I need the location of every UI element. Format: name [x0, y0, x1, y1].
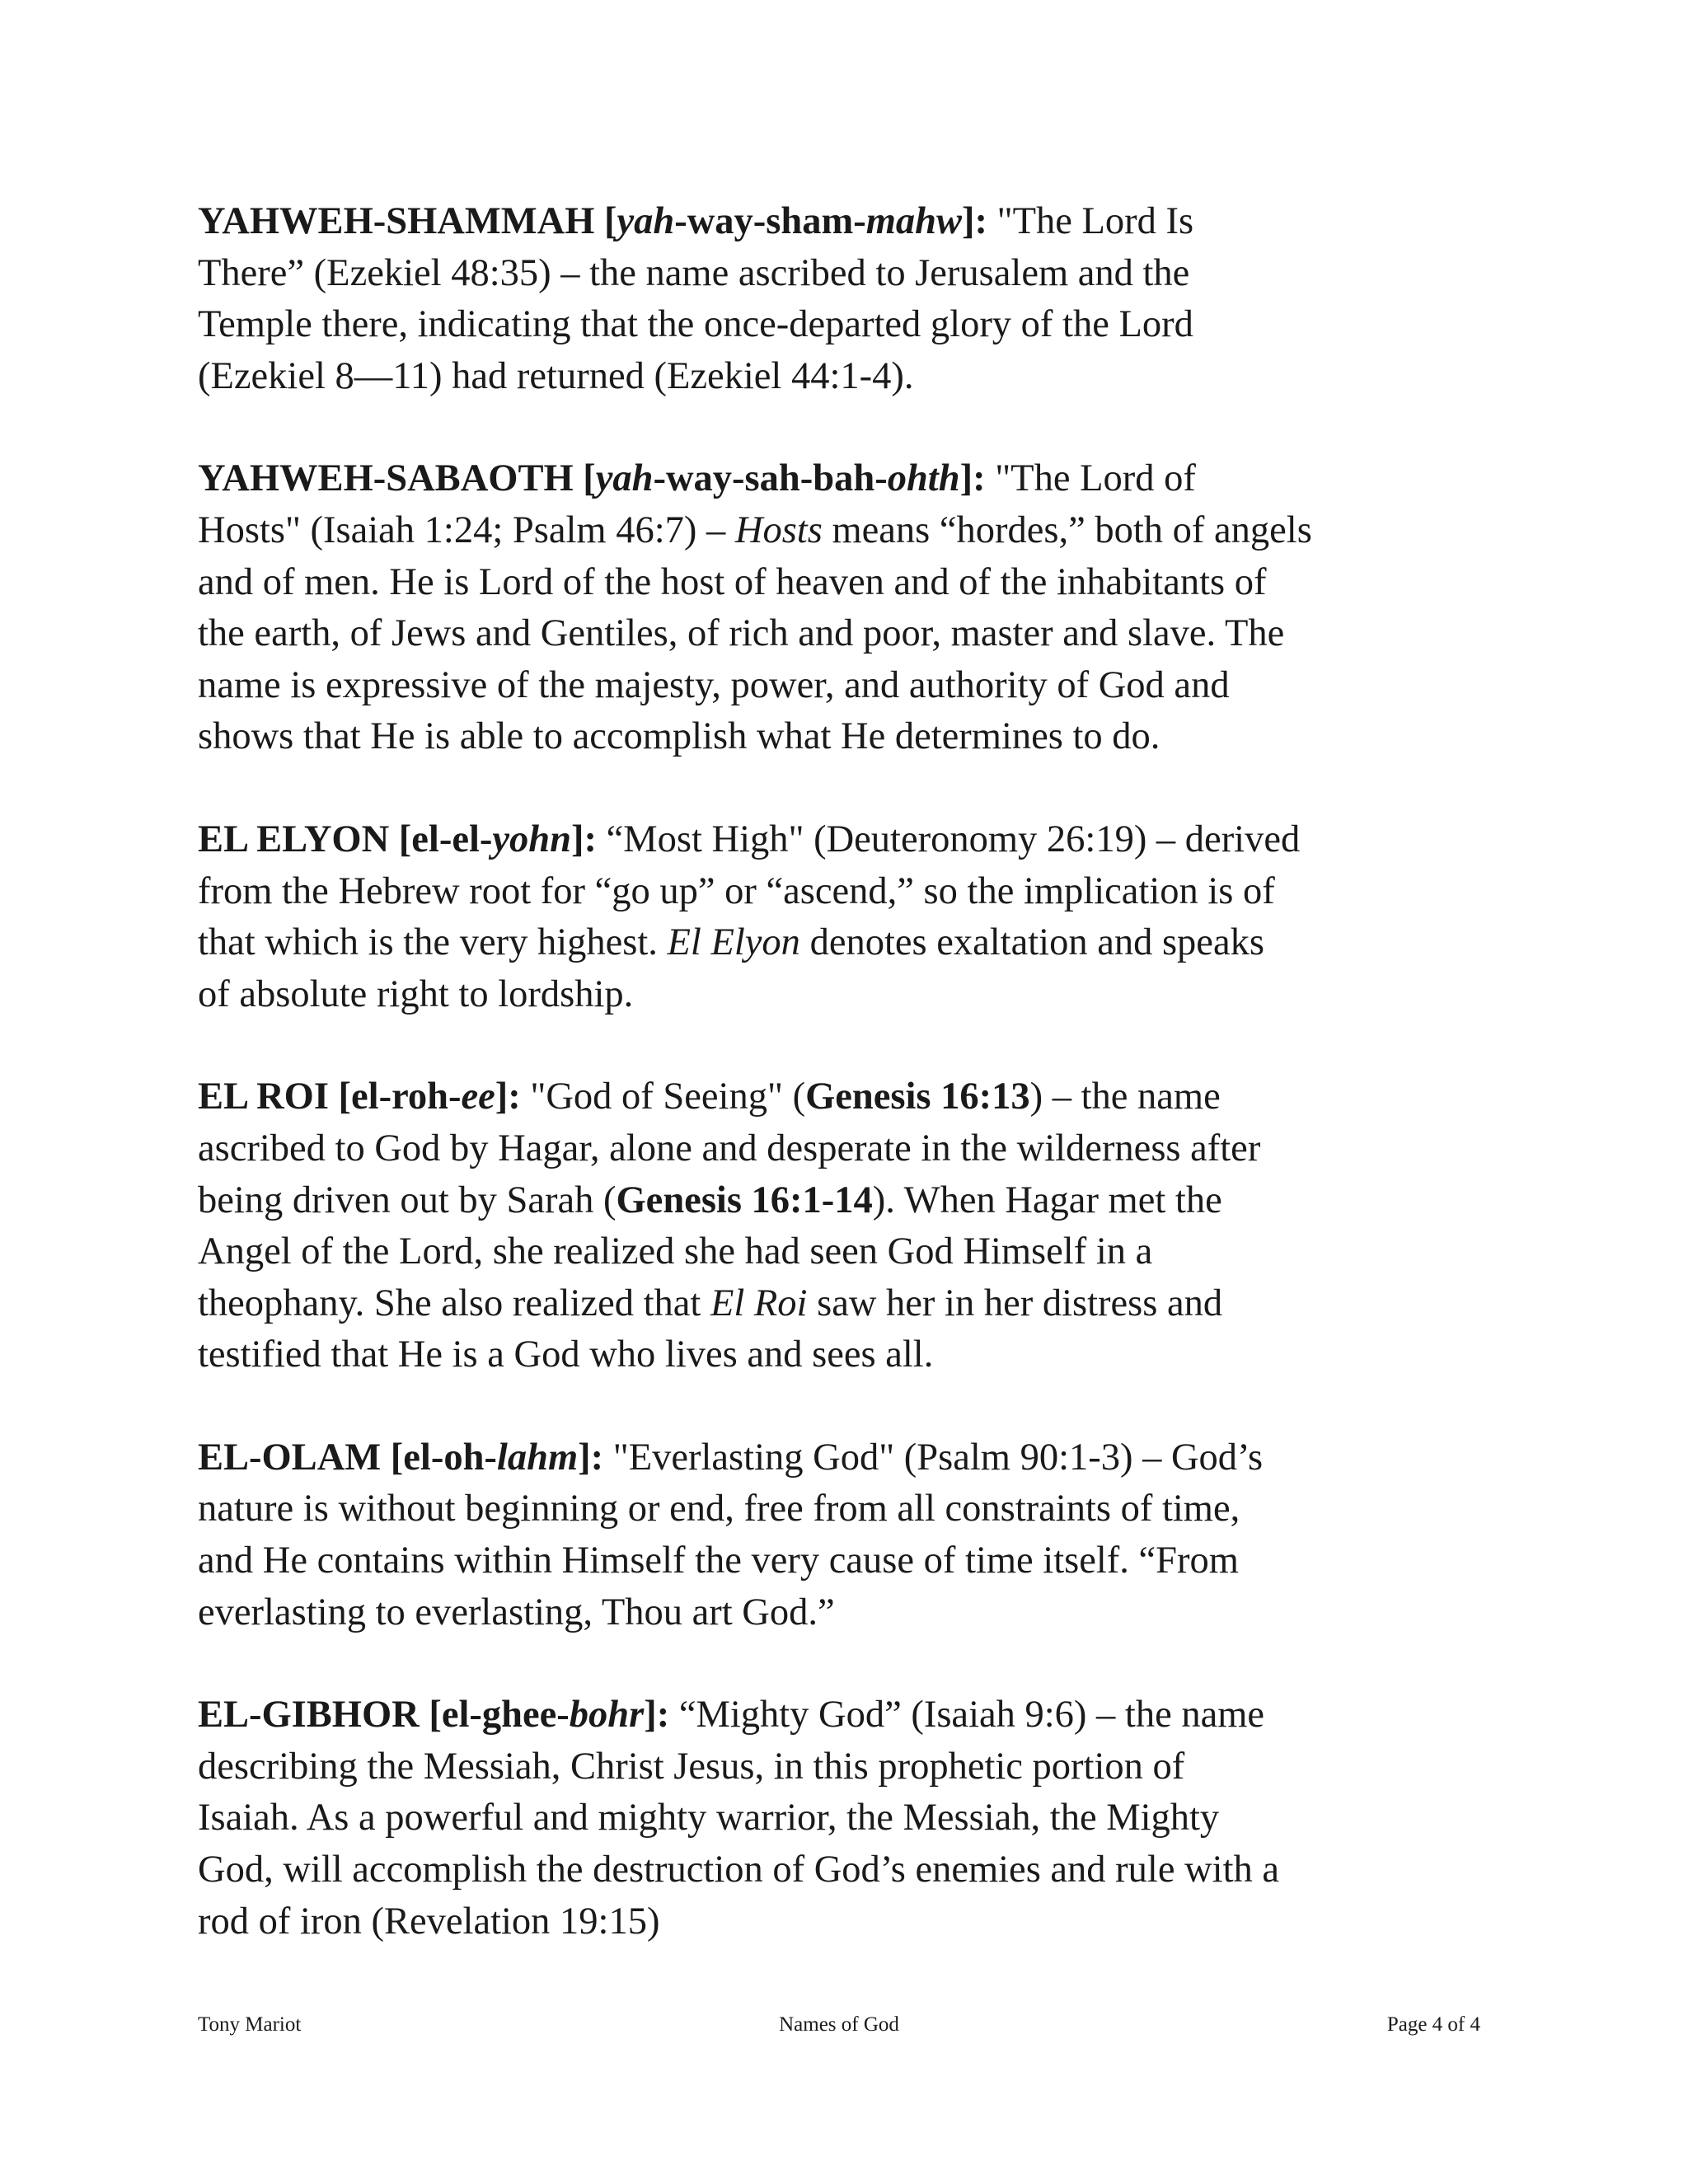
entry-text-segment: bohr [569, 1694, 645, 1736]
entry-text-segment: EL-GIBHOR [el-ghee- [198, 1694, 570, 1736]
entry-text-segment: "The Lord Is There” (Ezekiel 48:35) – the name ascribed to Jerusalem and the Temple there, indicating that the once-departed glory of the Lord (Ezekiel 8—11) had returned (Ezekiel 44:1-4). [198, 200, 1194, 397]
entry-text-segment: EL ROI [el-roh- [198, 1076, 462, 1118]
entry-text-segment: Genesis 16:13 [805, 1076, 1030, 1118]
entry-text-segment: ]: [644, 1694, 670, 1736]
entry-text-segment: YAHWEH-SABAOTH [ [198, 457, 596, 500]
entry-text-segment: ]: [959, 457, 986, 500]
name-entry [198, 1690, 1484, 1947]
name-entry [198, 1071, 1484, 1381]
name-entry [198, 196, 1484, 402]
names-list [198, 196, 1484, 1947]
entry-text-segment: means “hordes,” both of angels and of men. He is Lord of the host of heaven and of the inhabitants of the earth, of Jews and Gentiles, of rich and poor, master and slave. The name is expressive of the majesty, power, and authority of God and shows that He is able to accomplish what He determines to do. [198, 509, 1312, 758]
page-footer [198, 2013, 1480, 2046]
name-entry [198, 453, 1484, 763]
entry-text-segment: "The Lord of Hosts" (Isaiah 1:24; Psalm 46:7) – [198, 457, 1196, 551]
entry-text-segment: Genesis 16:1-14 [616, 1179, 873, 1221]
entry-text-segment: Hosts [734, 509, 823, 551]
entry-text-segment: "Everlasting God" (Psalm 90:1-3) – God’s nature is without beginning or end, free from all constraints of time, and He contains within Himself the very cause of time itself. “From everlasting to everlasting, Thou art God.” [198, 1436, 1264, 1633]
entry-text-segment: ]: [495, 1076, 521, 1118]
entry-text-segment: -way-sham- [674, 200, 866, 242]
entry-text-segment: lahm [496, 1436, 579, 1479]
entry-text-segment: -way-sah-bah- [653, 457, 888, 500]
entry-text-segment: ee [461, 1076, 495, 1118]
entry-text-segment: yah [617, 200, 675, 242]
entry-text-segment: YAHWEH-SHAMMAH [ [198, 200, 617, 242]
entry-text-segment: denotes exaltation and speaks of absolute right to lordship. [198, 921, 1264, 1015]
name-entry [198, 814, 1484, 1020]
entry-text-segment: “Mighty God” (Isaiah 9:6) – the name describing the Messiah, Christ Jesus, in this prophetic portion of Isaiah. As a powerful and mighty warrior, the Messiah, the Mighty God, will accomplish the destruction of God’s enemies and rule with a rod of iron (Revelation 19:15) [198, 1694, 1280, 1943]
entry-text-segment: ). When Hagar met the Angel of the Lord, she realized she had seen God Himself in a theophany. She also realized that [198, 1179, 1222, 1324]
entry-text-segment: EL-OLAM [el-oh- [198, 1436, 497, 1479]
entry-text-segment: mahw [865, 200, 963, 242]
footer-author: Tony Mariot [198, 2013, 302, 2036]
entry-text-segment: ]: [962, 200, 987, 242]
name-entry [198, 1432, 1484, 1638]
entry-text-segment: El Roi [710, 1282, 808, 1324]
entry-text-segment: yah [595, 457, 654, 500]
entry-text-segment: El Elyon [667, 921, 800, 964]
entry-text-segment: yohn [492, 818, 572, 860]
entry-text-segment: ]: [578, 1436, 604, 1479]
entry-text-segment: "God of Seeing" ( [520, 1076, 806, 1118]
footer-title: Names of God [779, 2013, 899, 2036]
entry-text-segment: saw her in her distress and testified that He is a God who lives and sees all. [198, 1282, 1223, 1376]
entry-text-segment: ]: [571, 818, 597, 860]
entry-text-segment: “Most High" (Deuteronomy 26:19) – derived from the Hebrew root for “go up” or “ascend,” so the implication is of that which is the very highest. [198, 818, 1301, 964]
entry-text-segment: EL ELYON [el-el- [198, 818, 493, 860]
entry-text-segment: ohth [887, 457, 960, 500]
footer-page-number: Page 4 of 4 [1386, 2013, 1480, 2036]
entry-text-segment: ) – the name ascribed to God by Hagar, alone and desperate in the wilderness after being driven out by Sarah ( [198, 1076, 1261, 1221]
